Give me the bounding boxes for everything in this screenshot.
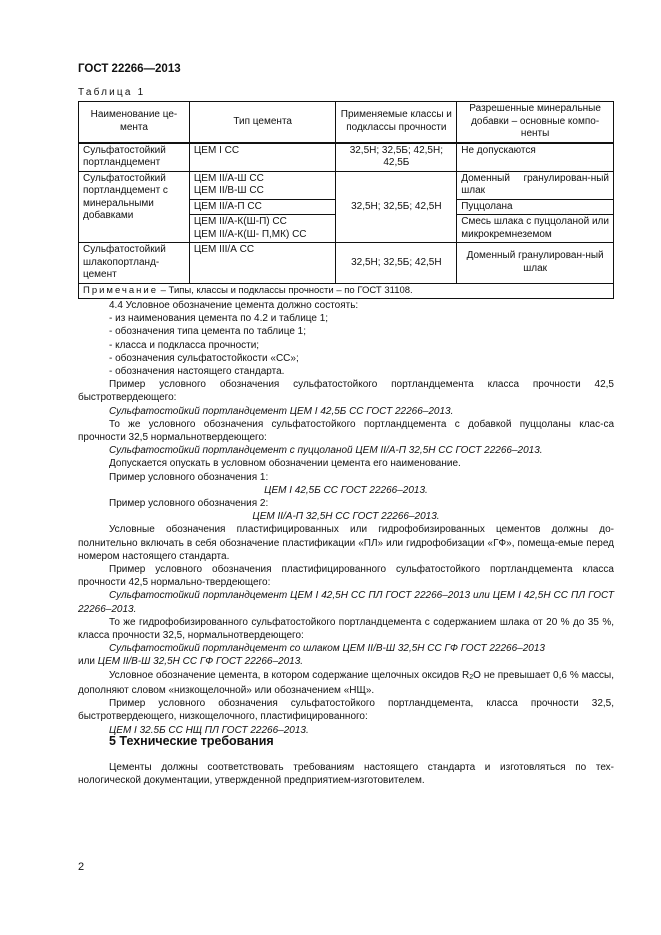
- paragraph: Пример условного обозначения сульфатостойкого портландцемента, класса прочности 32,5, быстротвердеющего, низкощелочного, пластифицированного:: [78, 698, 614, 723]
- table-row: [79, 171, 614, 199]
- paragraph: Условные обозначения пластифицированных или гидрофобизированных цементов должны до-полнительно включать в себя обозначение пластификации «ПЛ» или гидрофобизации «ГФ», помеща-емые перед номером настоящего стандарта.: [78, 524, 614, 562]
- cement-type-cell: ЦЕМ I СС: [189, 143, 336, 172]
- list-item: - обозначения типа цемента по таблице 1;: [109, 326, 307, 338]
- or-word: или: [78, 656, 98, 668]
- cement-type-line: ЦЕМ II/А-К(Ш-П) СС: [193, 216, 287, 227]
- paragraph: 4.4 Условное обозначение цемента должно состоять:: [109, 300, 359, 311]
- table-note-row: [79, 283, 614, 299]
- list-item: - из наименования цемента по 4.2 и таблице 1;: [109, 313, 329, 325]
- cement-name-cell: Сульфатостойкий портландцемент: [79, 143, 190, 172]
- cement-types-table: [78, 101, 614, 299]
- table-row: [79, 243, 614, 284]
- additive-cell: Смесь шлака с пуццоланой или микрокремнеземом: [457, 215, 614, 243]
- example-designation: ЦЕМ I 32.5Б СС НЩ ПЛ ГОСТ 22266–2013.: [109, 724, 309, 736]
- paragraph: Цементы должны соответствовать требованиям настоящего стандарта и изготовляться по тех-нологической документации, утвержденной предприятием-изготовителем.: [78, 762, 614, 787]
- example-designation-continued: [78, 655, 614, 668]
- paragraph-text: O не превышает 0,6 % массы, дополняют словом «низкощелочной» или обозначением «НЩ».: [78, 669, 614, 696]
- list-item: - класса и подкласса прочности;: [109, 339, 260, 351]
- example-designation: ЦЕМ I 42,5Б СС ГОСТ 22266–2013.: [264, 484, 428, 496]
- paragraph: [78, 669, 614, 697]
- list-item: - обозначения сульфатостойкости «СС»;: [109, 352, 299, 364]
- paragraph: Пример условного обозначения сульфатостойкого портландцемента класса прочности 42,5 быстротвердеющего:: [78, 379, 614, 404]
- paragraph: Допускается опускать в условном обозначении цемента его наименование.: [109, 458, 461, 470]
- subscript: 2: [469, 673, 474, 681]
- example-designation: Сульфатостойкий портландцемент ЦЕМ I 42,5Н СС ПЛ ГОСТ 22266–2013 или ЦЕМ I 42,5Н СС ПЛ ГОСТ 22266–2013.: [78, 590, 614, 615]
- table-caption: Таблица 1: [78, 87, 146, 98]
- table-header-row: [79, 102, 614, 143]
- example-designation: Сульфатостойкий портландцемент с пуццоланой ЦЕМ II/А-П 32,5Н СС ГОСТ 22266–2013.: [109, 445, 543, 457]
- paragraph: То же условного обозначения сульфатостойкого портландцемента с добавкой пуццоланы клас-са прочности 32,5 нормальнотвердеющего:: [78, 418, 614, 444]
- note-label: Примечание: [83, 284, 158, 296]
- example-designation: ЦЕМ II/В-Ш 32,5Н СС ГФ ГОСТ 22266–2013.: [97, 656, 304, 668]
- column-header-name: Наименование це-мента: [79, 102, 190, 143]
- list-item: - обозначения настоящего стандарта.: [109, 366, 285, 378]
- cement-name-cell: Сульфатостойкий портландцемент с минеральными добавками: [79, 171, 190, 243]
- cement-type-line: ЦЕМ II/А-К(Ш- П,МК) СС: [193, 228, 307, 240]
- example-designation: Сульфатостойкий портландцемент ЦЕМ I 42,5Б СС ГОСТ 22266–2013.: [109, 405, 454, 417]
- example-designation: ЦЕМ II/А-П 32,5Н СС ГОСТ 22266–2013.: [252, 511, 440, 523]
- paragraph: Пример условного обозначения 1:: [109, 471, 269, 483]
- cement-type-line: ЦЕМ II/В-Ш СС: [193, 185, 264, 196]
- section-title: 5 Технические требования: [109, 734, 274, 748]
- table-row: [79, 143, 614, 172]
- cement-type-cell: [189, 215, 336, 243]
- section-4-4-text: [78, 299, 614, 737]
- cement-type-cell: ЦЕМ II/А-П СС: [189, 199, 336, 215]
- column-header-classes: Применяемые классы и подклассы прочности: [336, 102, 457, 143]
- paragraph: Пример условного обозначения 2:: [109, 498, 269, 510]
- strength-classes-cell: 32,5Н; 32,5Б; 42,5Н: [336, 243, 457, 284]
- additive-cell: Доменный гранулирован-ный шлак: [457, 243, 614, 284]
- page-number: 2: [78, 861, 85, 873]
- paragraph: То же гидрофобизированного сульфатостойкого портландцемента с содержанием шлака от 20 % до 35 %, класса прочности 32,5, нормальнотвердеющего:: [78, 616, 614, 642]
- strength-classes-cell: 32,5Н; 32,5Б; 42,5Н; 42,5Б: [336, 143, 457, 172]
- column-header-additives: Разрешенные минеральные добавки – основные компо-ненты: [457, 102, 614, 143]
- cement-type-line: ЦЕМ II/А-Ш СС: [193, 172, 264, 184]
- additive-cell: Не допускаются: [457, 143, 614, 172]
- paragraph: Пример условного обозначения пластифицированного сульфатостойкого портландцемента класса прочности 42,5 нормально-твердеющего:: [78, 564, 614, 589]
- paragraph-text: Условное обозначение цемента, в котором содержание щелочных оксидов R: [109, 669, 470, 681]
- cement-type-cell: ЦЕМ III/А СС: [189, 243, 336, 284]
- note-text: – Типы, классы и подклассы прочности – по ГОСТ 31108.: [158, 284, 413, 296]
- cement-type-cell: [189, 171, 336, 199]
- example-designation: Сульфатостойкий портландцемент со шлаком ЦЕМ II/В-Ш 32,5Н СС ГФ ГОСТ 22266–2013: [109, 643, 545, 655]
- column-header-type: Тип цемента: [189, 102, 336, 143]
- strength-classes-cell: 32,5Н; 32,5Б; 42,5Н: [336, 171, 457, 243]
- additive-cell: Пуццолана: [457, 199, 614, 215]
- section-5-text: [78, 761, 614, 787]
- table-note: [79, 283, 614, 299]
- additive-cell: Доменный гранулирован-ный шлак: [457, 171, 614, 199]
- cement-name-cell: Сульфатостойкий шлакопортланд-цемент: [79, 243, 190, 284]
- document-header: ГОСТ 22266—2013: [78, 63, 181, 75]
